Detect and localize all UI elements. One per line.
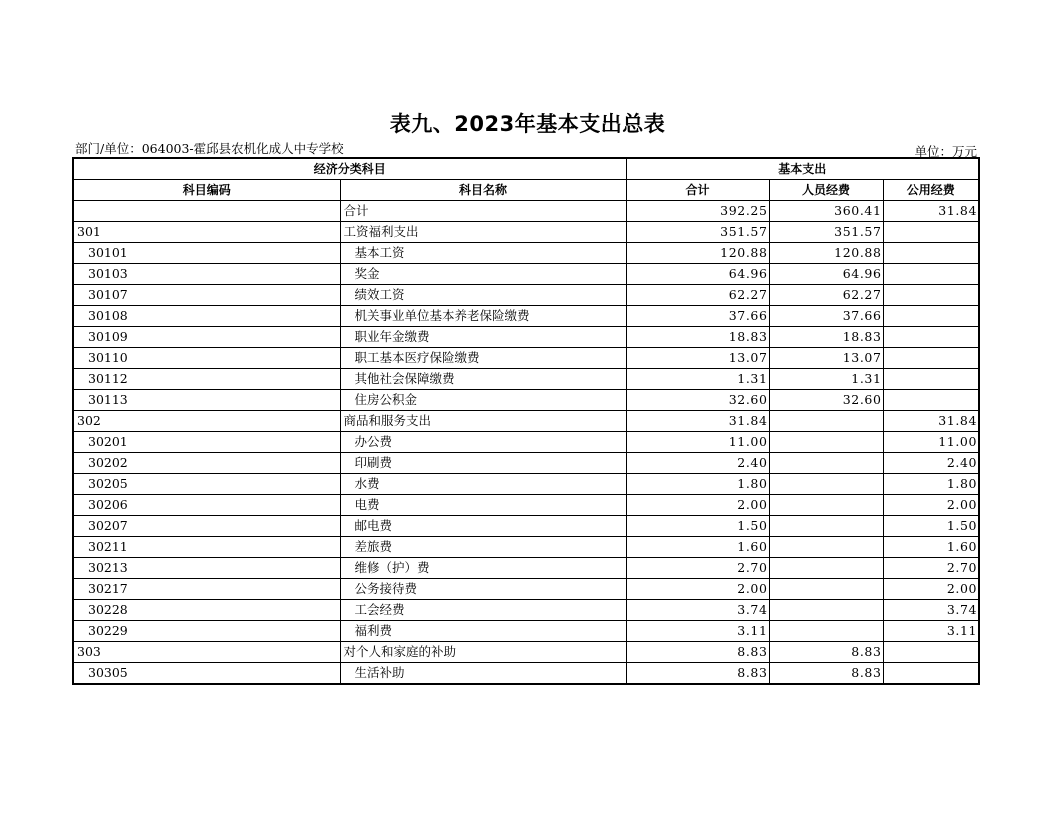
subject-code-cell: 30107 — [73, 285, 340, 306]
subject-code-cell: 301 — [73, 222, 340, 243]
table-row — [73, 642, 979, 663]
table-row — [73, 579, 979, 600]
public-expense-cell — [883, 369, 979, 390]
public-expense-cell: 3.11 — [883, 621, 979, 642]
table-row — [73, 348, 979, 369]
personnel-expense-cell: 8.83 — [769, 663, 883, 685]
personnel-expense-cell — [769, 474, 883, 495]
total-cell: 64.96 — [626, 264, 769, 285]
public-expense-cell: 1.50 — [883, 516, 979, 537]
subject-code-cell: 30228 — [73, 600, 340, 621]
personnel-expense-cell — [769, 600, 883, 621]
table-row — [73, 222, 979, 243]
total-cell: 392.25 — [626, 201, 769, 222]
personnel-expense-cell — [769, 621, 883, 642]
subject-name-cell: 公务接待费 — [340, 579, 626, 600]
public-expense-cell: 31.84 — [883, 411, 979, 432]
personnel-expense-cell — [769, 516, 883, 537]
subject-code-cell: 30229 — [73, 621, 340, 642]
subject-name-cell: 住房公积金 — [340, 390, 626, 411]
subject-code-cell: 30305 — [73, 663, 340, 685]
table-row — [73, 432, 979, 453]
total-cell: 1.60 — [626, 537, 769, 558]
total-cell: 2.40 — [626, 453, 769, 474]
public-expense-cell — [883, 243, 979, 264]
subject-name-cell: 职业年金缴费 — [340, 327, 626, 348]
table-row — [73, 663, 979, 685]
subject-code-cell — [73, 201, 340, 222]
total-cell: 3.74 — [626, 600, 769, 621]
subject-code-cell: 30101 — [73, 243, 340, 264]
subject-name-cell: 办公费 — [340, 432, 626, 453]
table-row — [73, 369, 979, 390]
subject-code-cell: 30108 — [73, 306, 340, 327]
subject-name-cell: 印刷费 — [340, 453, 626, 474]
subject-name-cell: 邮电费 — [340, 516, 626, 537]
table-row — [73, 327, 979, 348]
subject-code-cell: 30113 — [73, 390, 340, 411]
public-expense-cell — [883, 327, 979, 348]
personnel-expense-cell — [769, 411, 883, 432]
personnel-expense-cell — [769, 579, 883, 600]
table-row — [73, 411, 979, 432]
table-row — [73, 453, 979, 474]
total-cell: 37.66 — [626, 306, 769, 327]
personnel-expense-cell: 1.31 — [769, 369, 883, 390]
personnel-expense-cell — [769, 432, 883, 453]
total-cell: 351.57 — [626, 222, 769, 243]
basic-expenditure-table — [72, 157, 980, 685]
total-cell: 8.83 — [626, 642, 769, 663]
header-personnel-expense: 人员经费 — [769, 180, 883, 201]
subject-name-cell: 奖金 — [340, 264, 626, 285]
total-cell: 32.60 — [626, 390, 769, 411]
table-row — [73, 285, 979, 306]
table-row — [73, 621, 979, 642]
public-expense-cell — [883, 222, 979, 243]
personnel-expense-cell — [769, 558, 883, 579]
public-expense-cell — [883, 663, 979, 685]
total-cell: 11.00 — [626, 432, 769, 453]
total-cell: 8.83 — [626, 663, 769, 685]
header-total: 合计 — [626, 180, 769, 201]
subject-code-cell: 30217 — [73, 579, 340, 600]
personnel-expense-cell: 351.57 — [769, 222, 883, 243]
personnel-expense-cell: 32.60 — [769, 390, 883, 411]
subject-name-cell: 绩效工资 — [340, 285, 626, 306]
personnel-expense-cell: 8.83 — [769, 642, 883, 663]
subject-code-cell: 30205 — [73, 474, 340, 495]
table-row — [73, 201, 979, 222]
header-basic-expenditure: 基本支出 — [626, 158, 979, 180]
subject-name-cell: 合计 — [340, 201, 626, 222]
table-row — [73, 306, 979, 327]
table-row — [73, 474, 979, 495]
total-cell: 18.83 — [626, 327, 769, 348]
subject-name-cell: 对个人和家庭的补助 — [340, 642, 626, 663]
public-expense-cell — [883, 306, 979, 327]
total-cell: 2.00 — [626, 495, 769, 516]
total-cell: 1.31 — [626, 369, 769, 390]
public-expense-cell — [883, 348, 979, 369]
public-expense-cell — [883, 642, 979, 663]
public-expense-cell — [883, 264, 979, 285]
subject-code-cell: 30206 — [73, 495, 340, 516]
public-expense-cell: 2.00 — [883, 579, 979, 600]
table-row — [73, 537, 979, 558]
total-cell: 1.80 — [626, 474, 769, 495]
subject-name-cell: 差旅费 — [340, 537, 626, 558]
total-cell: 1.50 — [626, 516, 769, 537]
subject-code-cell: 302 — [73, 411, 340, 432]
table-row — [73, 600, 979, 621]
subject-code-cell: 30207 — [73, 516, 340, 537]
subject-code-cell: 30213 — [73, 558, 340, 579]
department-label: 部门/单位：064003-霍邱县农机化成人中专学校 — [75, 141, 344, 156]
subject-code-cell: 303 — [73, 642, 340, 663]
subject-code-cell: 30201 — [73, 432, 340, 453]
subject-name-cell: 其他社会保障缴费 — [340, 369, 626, 390]
table-row — [73, 495, 979, 516]
public-expense-cell — [883, 285, 979, 306]
subject-name-cell: 生活补助 — [340, 663, 626, 685]
public-expense-cell: 2.70 — [883, 558, 979, 579]
personnel-expense-cell: 13.07 — [769, 348, 883, 369]
subject-name-cell: 工资福利支出 — [340, 222, 626, 243]
subject-name-cell: 职工基本医疗保险缴费 — [340, 348, 626, 369]
public-expense-cell: 11.00 — [883, 432, 979, 453]
subject-name-cell: 机关事业单位基本养老保险缴费 — [340, 306, 626, 327]
subject-name-cell: 电费 — [340, 495, 626, 516]
subject-code-cell: 30211 — [73, 537, 340, 558]
page-title: 表九、2023年基本支出总表 — [389, 112, 666, 136]
personnel-expense-cell: 120.88 — [769, 243, 883, 264]
total-cell: 2.00 — [626, 579, 769, 600]
total-cell: 31.84 — [626, 411, 769, 432]
public-expense-cell: 1.80 — [883, 474, 979, 495]
personnel-expense-cell: 37.66 — [769, 306, 883, 327]
public-expense-cell: 3.74 — [883, 600, 979, 621]
total-cell: 120.88 — [626, 243, 769, 264]
subject-code-cell: 30103 — [73, 264, 340, 285]
subject-name-cell: 商品和服务支出 — [340, 411, 626, 432]
subject-name-cell: 福利费 — [340, 621, 626, 642]
public-expense-cell: 31.84 — [883, 201, 979, 222]
subject-code-cell: 30109 — [73, 327, 340, 348]
personnel-expense-cell: 64.96 — [769, 264, 883, 285]
subject-name-cell: 维修（护）费 — [340, 558, 626, 579]
table-row — [73, 390, 979, 411]
public-expense-cell: 1.60 — [883, 537, 979, 558]
personnel-expense-cell: 360.41 — [769, 201, 883, 222]
public-expense-cell: 2.40 — [883, 453, 979, 474]
header-public-expense: 公用经费 — [883, 180, 979, 201]
public-expense-cell — [883, 390, 979, 411]
subject-code-cell: 30202 — [73, 453, 340, 474]
header-subject-code: 科目编码 — [73, 180, 340, 201]
table-row — [73, 516, 979, 537]
subject-name-cell: 基本工资 — [340, 243, 626, 264]
unit-label: 单位：万元 — [914, 144, 977, 159]
personnel-expense-cell — [769, 453, 883, 474]
table-row — [73, 558, 979, 579]
table-row — [73, 264, 979, 285]
personnel-expense-cell — [769, 495, 883, 516]
subject-name-cell: 水费 — [340, 474, 626, 495]
subject-code-cell: 30110 — [73, 348, 340, 369]
total-cell: 3.11 — [626, 621, 769, 642]
header-economic-classification: 经济分类科目 — [73, 158, 626, 180]
header-subject-name: 科目名称 — [340, 180, 626, 201]
total-cell: 62.27 — [626, 285, 769, 306]
public-expense-cell: 2.00 — [883, 495, 979, 516]
table-row — [73, 243, 979, 264]
total-cell: 2.70 — [626, 558, 769, 579]
personnel-expense-cell: 18.83 — [769, 327, 883, 348]
total-cell: 13.07 — [626, 348, 769, 369]
subject-name-cell: 工会经费 — [340, 600, 626, 621]
personnel-expense-cell — [769, 537, 883, 558]
subject-code-cell: 30112 — [73, 369, 340, 390]
personnel-expense-cell: 62.27 — [769, 285, 883, 306]
